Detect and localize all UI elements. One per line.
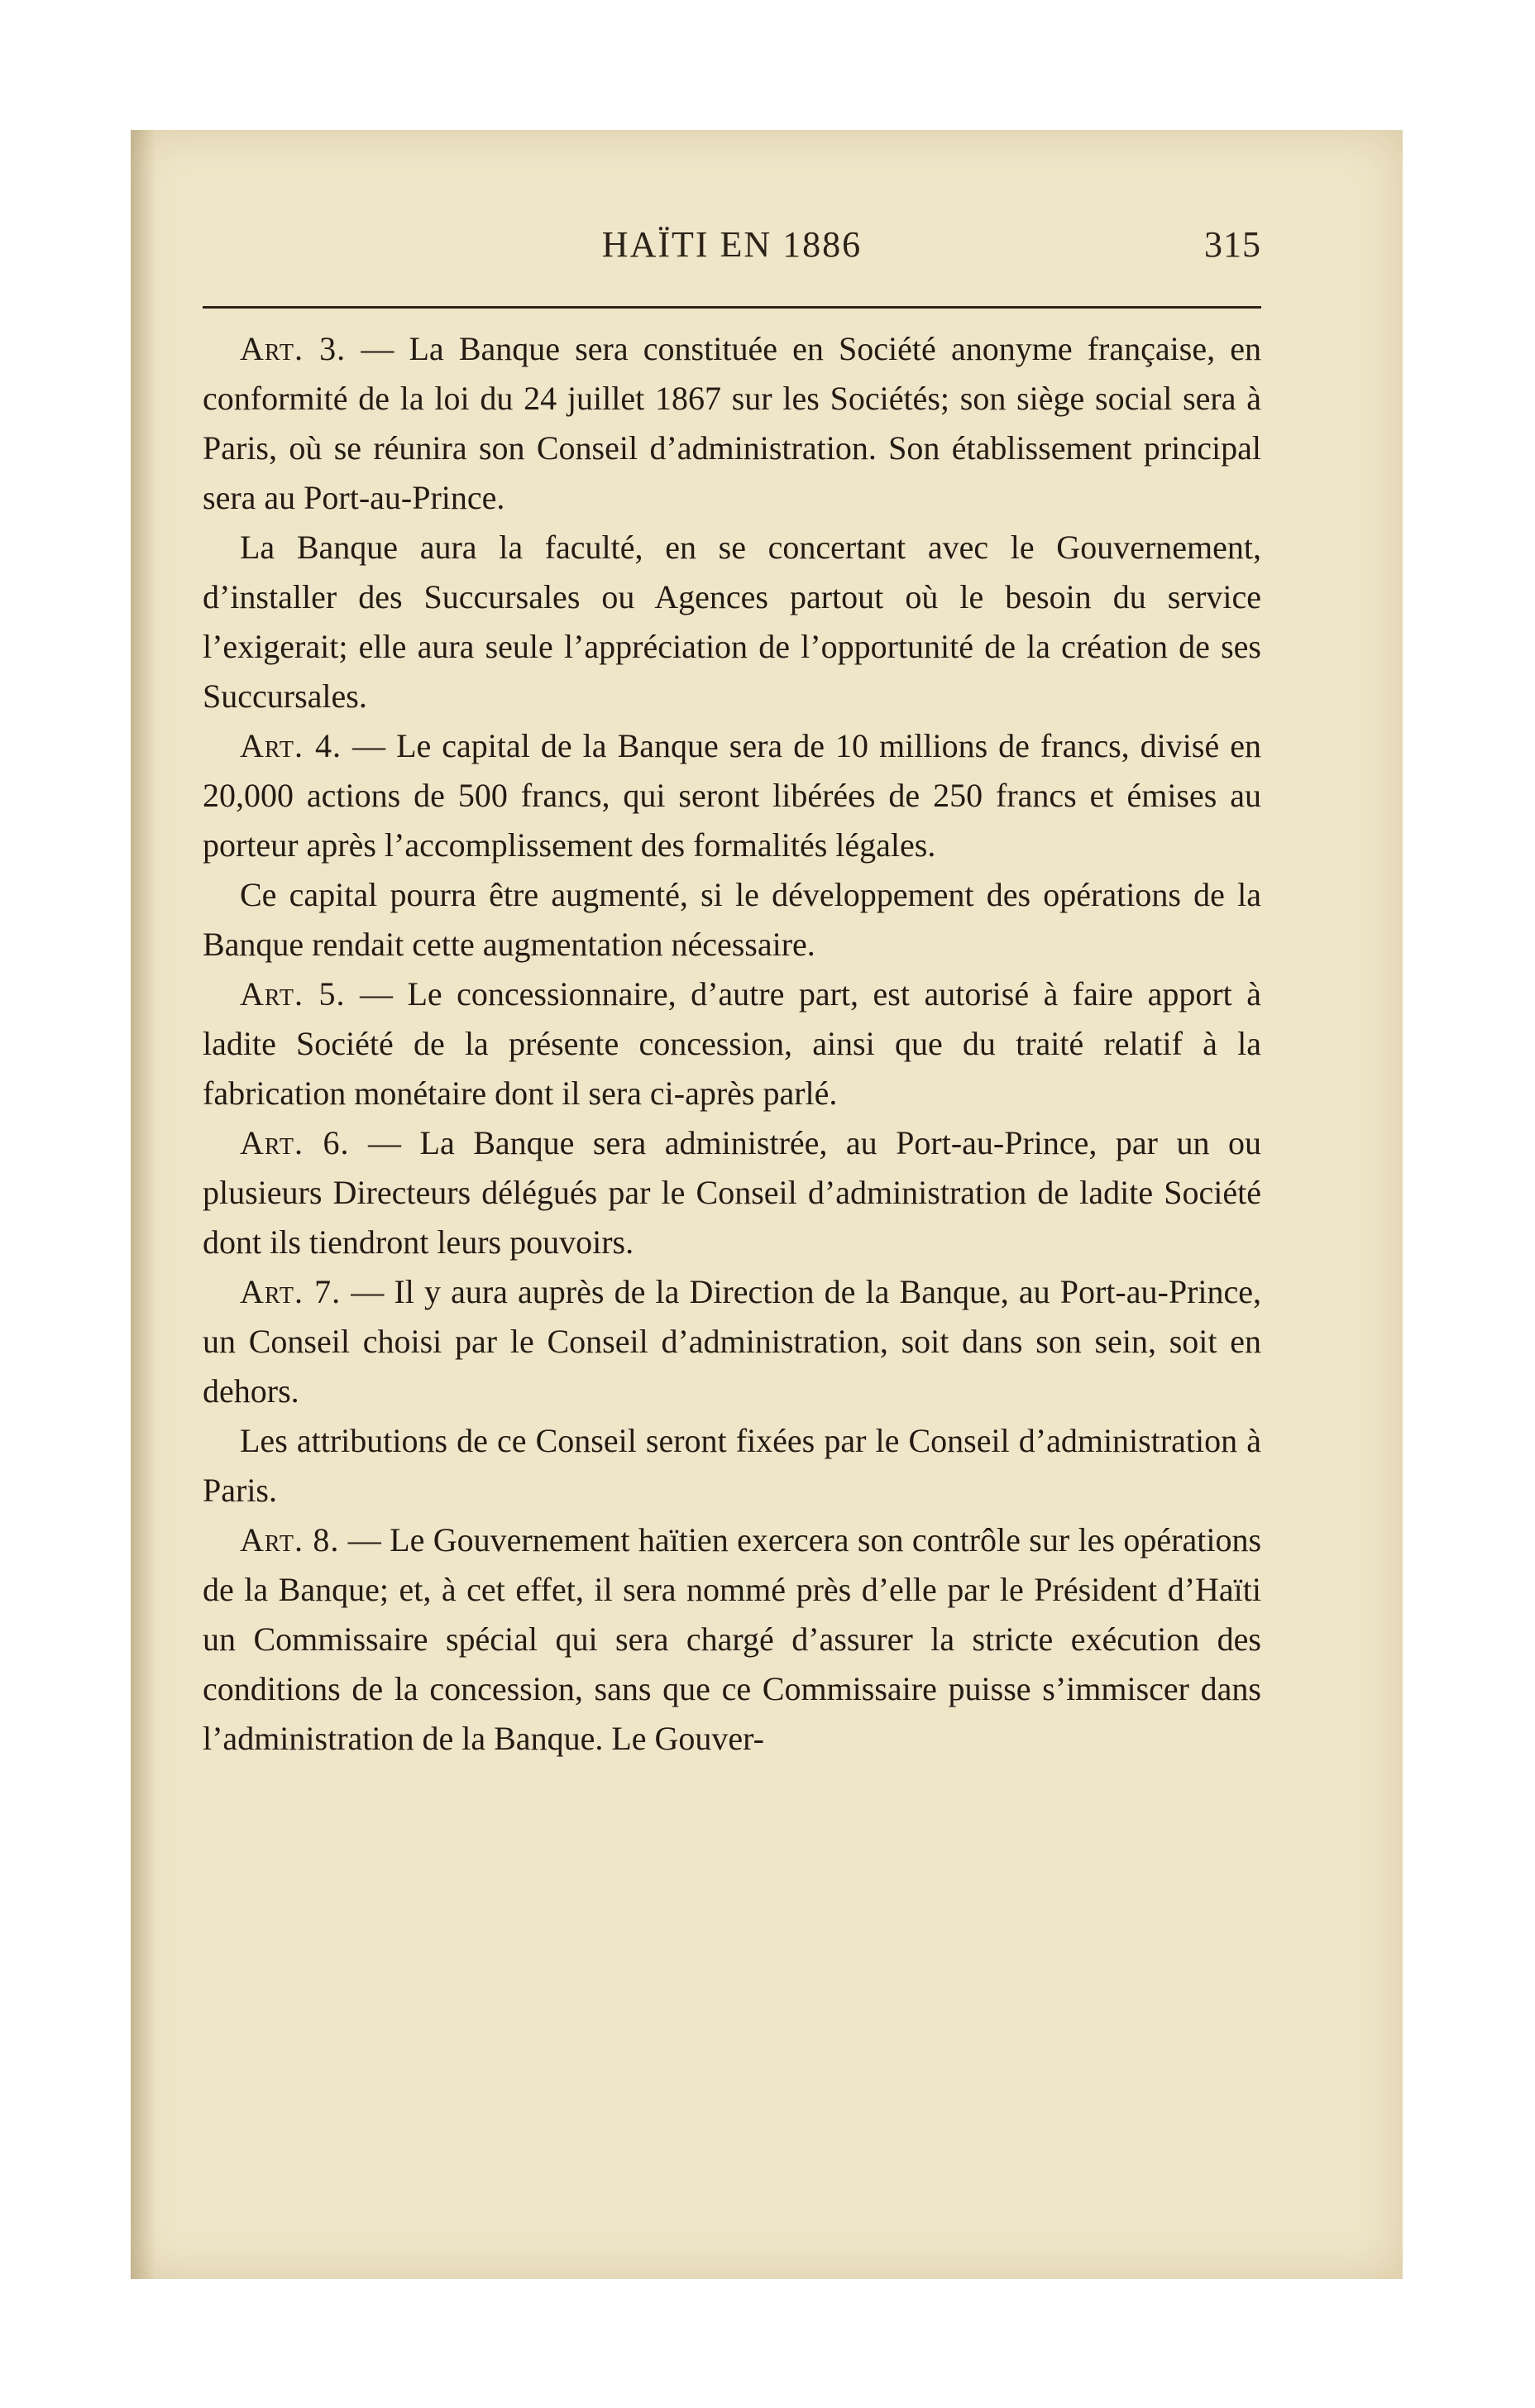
article-7 bbox=[203, 1267, 1261, 1416]
paragraph-text: — Le concessionnaire, d’autre part, est autorisé à faire apport à ladite Société de la présente concession, ainsi que du traité relatif à la fabrication monétaire dont il sera ci-après parlé. bbox=[203, 975, 1261, 1112]
page-gutter-shadow bbox=[131, 130, 155, 2279]
article-4 bbox=[203, 721, 1261, 870]
article-4-continued bbox=[203, 870, 1261, 969]
article-label: Art. 4. bbox=[240, 727, 342, 764]
article-label: Art. 6. bbox=[240, 1124, 350, 1161]
header-rule bbox=[203, 306, 1261, 309]
page-header bbox=[203, 223, 1261, 281]
article-label: Art. 5. bbox=[240, 975, 346, 1013]
paragraph-text: Les attributions de ce Conseil seront fixées par le Conseil d’administration à Paris. bbox=[203, 1422, 1261, 1509]
article-3-continued bbox=[203, 523, 1261, 721]
paragraph-text: — La Banque sera administrée, au Port-au-Prince, par un ou plusieurs Directeurs délégués par le Conseil d’administration de ladite Société dont ils tiendront leurs pouvoirs. bbox=[203, 1124, 1262, 1261]
article-3 bbox=[203, 324, 1261, 523]
paragraph-text: Ce capital pourra être augmenté, si le développement des opérations de la Banque rendait cette augmentation nécessaire. bbox=[203, 876, 1261, 963]
article-label: Art. 7. bbox=[240, 1273, 342, 1310]
article-8 bbox=[203, 1515, 1261, 1764]
article-label: Art. 8. bbox=[240, 1521, 340, 1558]
paragraph-text: — Le Gouvernement haïtien exercera son contrôle sur les opérations de la Banque; et, à cet effet, il sera nommé près d’elle par le Président d’Haïti un Commissaire spécial qui sera chargé d’assurer la stricte exécution des conditions de la concession, sans que ce Commissaire puisse s’immiscer dans l’administration de la Banque. Le Gouver- bbox=[203, 1521, 1262, 1757]
paragraph-text: — La Banque sera constituée en Société anonyme française, en conformité de la loi du 24 juillet 1867 sur les Sociétés; son siège social sera à Paris, où se réunira son Conseil d’administration. Son établissement principal sera au Port-au-Prince. bbox=[203, 330, 1261, 516]
body-text bbox=[203, 324, 1261, 1764]
article-5 bbox=[203, 969, 1261, 1118]
paragraph-text: La Banque aura la faculté, en se concertant avec le Gouvernement, d’installer des Succursales ou Agences partout où le besoin du service l’exigerait; elle aura seule l’appréciation de l’opportunité de la création de ses Succursales. bbox=[203, 529, 1261, 715]
article-6 bbox=[203, 1118, 1261, 1267]
article-label: Art. 3. bbox=[240, 330, 347, 367]
article-7-continued bbox=[203, 1416, 1261, 1515]
paragraph-text: — Le capital de la Banque sera de 10 millions de francs, divisé en 20,000 actions de 500 francs, qui seront libérées de 250 francs et émises au porteur après l’accomplissement des formalités légales. bbox=[203, 727, 1261, 864]
running-title: HAÏTI EN 1886 bbox=[601, 224, 863, 265]
page-number: 315 bbox=[1204, 224, 1261, 265]
paragraph-text: — Il y aura auprès de la Direction de la Banque, au Port-au-Prince, un Conseil choisi par le Conseil d’administration, soit dans son sein, soit en dehors. bbox=[203, 1273, 1262, 1410]
